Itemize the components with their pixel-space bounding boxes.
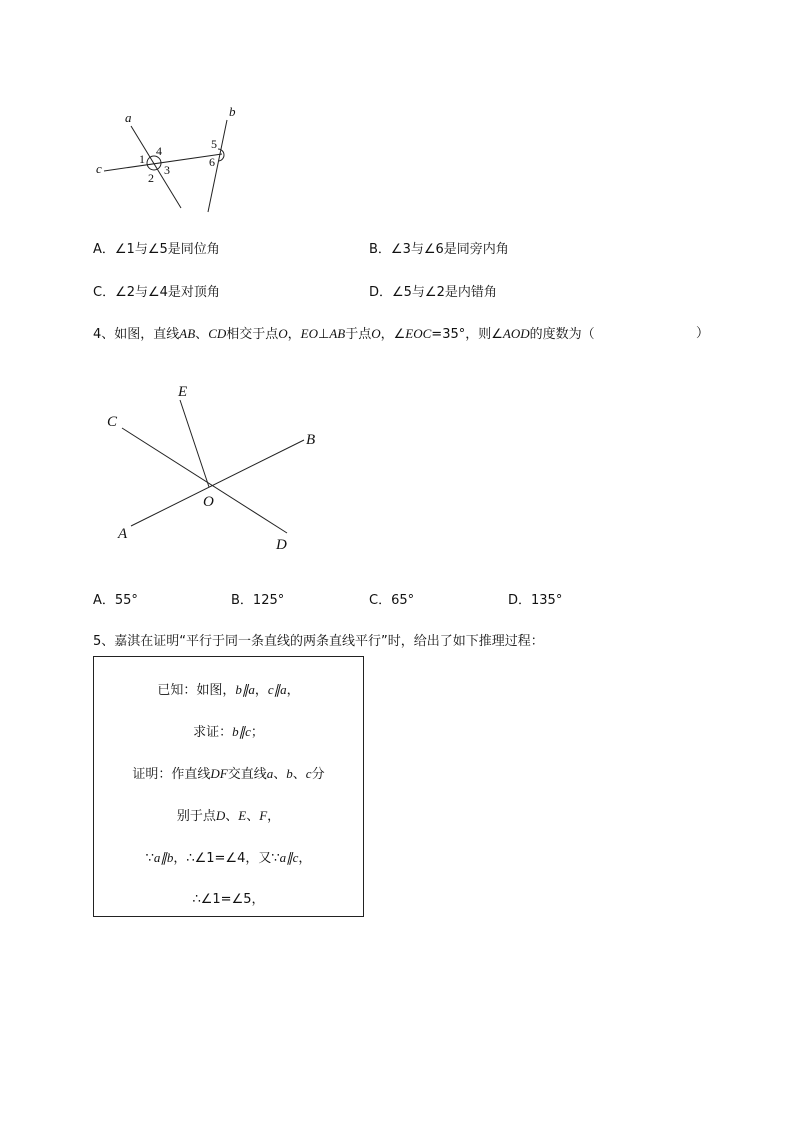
proof-text: 、	[273, 767, 287, 782]
label-a: A	[118, 526, 128, 542]
q4-option-b: B．125°	[231, 593, 285, 608]
proof-text: ，	[267, 809, 281, 824]
line-a	[131, 126, 181, 208]
var-c: c	[267, 682, 274, 697]
proof-text: 证明：作直线	[132, 767, 211, 782]
q4-tail: 的度数为（	[529, 327, 595, 342]
proof-line-construct	[94, 766, 363, 783]
proof-text: ，	[254, 683, 268, 698]
proof-text: 求证：	[193, 725, 233, 740]
proof-text: ，	[298, 851, 312, 866]
var-a: a	[248, 682, 255, 697]
var-c: c	[292, 850, 299, 865]
label-1: 1	[139, 152, 145, 166]
proof-text: 已知：如图，	[157, 683, 236, 698]
q4-o2: O	[371, 326, 381, 341]
label-b: b	[229, 104, 236, 119]
proof-text: ；	[250, 725, 264, 740]
q4-option-d: D．135°	[508, 593, 563, 608]
var-d: D	[215, 808, 226, 823]
proof-text: ，∴∠1=∠4，又∵	[173, 851, 280, 866]
label-c: C	[107, 414, 118, 430]
q5-question: 5、嘉淇在证明“平行于同一条直线的两条直线平行”时，给出了如下推理过程：	[93, 634, 544, 649]
proof-text: 、	[292, 767, 306, 782]
figure-q4	[0, 370, 794, 560]
q4-mid2: 于点	[345, 327, 372, 342]
var-c: c	[245, 724, 251, 739]
q4-close-paren: ）	[696, 326, 710, 341]
q3-option-b: B．∠3与∠6是同旁内角	[369, 242, 509, 257]
proof-text: 分	[311, 767, 325, 782]
q4-option-c: C．65°	[369, 593, 415, 608]
q4-o1: O	[278, 326, 288, 341]
proof-text: 、	[246, 809, 260, 824]
label-e: E	[178, 384, 188, 400]
var-a: a	[153, 850, 161, 865]
proof-line-step1	[94, 850, 363, 867]
label-2: 2	[148, 171, 154, 185]
line-cd	[122, 428, 287, 533]
q4-comma1: ，	[287, 327, 301, 342]
var-a: a	[280, 682, 287, 697]
q4-question	[93, 326, 595, 343]
label-a: a	[125, 110, 132, 125]
label-3: 3	[164, 163, 170, 177]
var-b: b	[235, 682, 242, 697]
q4-eoc: EOC	[405, 326, 432, 341]
label-o: O	[203, 494, 214, 510]
q3-option-d: D．∠5与∠2是内错角	[369, 285, 497, 300]
q4-sep: 、	[195, 327, 209, 342]
proof-text: 、	[225, 809, 239, 824]
q4-ab2: AB	[329, 326, 346, 341]
proof-text: 别于点	[176, 809, 216, 824]
proof-line-step2: ∴∠1=∠5，	[192, 892, 265, 907]
q4-comma2: ，∠	[380, 327, 406, 342]
proof-text: ，	[286, 683, 300, 698]
line-c	[104, 154, 222, 171]
proof-text: ∵	[145, 851, 154, 866]
label-5: 5	[211, 137, 217, 151]
proof-line-points	[94, 808, 363, 825]
label-c: c	[96, 161, 102, 176]
q4-mid1: 相交于点	[226, 327, 279, 342]
proof-box	[93, 656, 364, 917]
q4-cd: CD	[208, 326, 227, 341]
parallel-symbol: ∥	[286, 850, 293, 865]
q4-option-a: A．55°	[93, 593, 138, 608]
label-b: B	[306, 432, 316, 448]
q4-aod: AOD	[502, 326, 530, 341]
label-6: 6	[209, 155, 215, 169]
var-df: DF	[210, 766, 228, 781]
q4-eq: =35°，则∠	[431, 327, 503, 342]
q4-perp: ⊥	[318, 327, 330, 342]
var-e: E	[238, 808, 247, 823]
q4-ab: AB	[179, 326, 196, 341]
parallel-symbol: ∥	[238, 724, 246, 739]
q4-eo: EO	[300, 326, 319, 341]
line-ab	[131, 440, 304, 526]
var-c: c	[305, 766, 312, 781]
parallel-symbol: ∥	[273, 682, 281, 697]
proof-text: 交直线	[227, 767, 267, 782]
proof-line-given	[94, 682, 363, 699]
proof-line-prove	[94, 724, 363, 741]
figure-q3	[0, 0, 794, 240]
var-a: a	[266, 766, 274, 781]
q3-option-a: A．∠1与∠5是同位角	[93, 242, 220, 257]
label-4: 4	[156, 144, 162, 158]
var-b: b	[286, 766, 293, 781]
var-b: b	[232, 724, 239, 739]
label-d: D	[276, 537, 287, 553]
var-b: b	[166, 850, 174, 865]
var-f: F	[259, 808, 268, 823]
var-a: a	[279, 850, 287, 865]
parallel-symbol: ∥	[241, 682, 249, 697]
q4-prefix: 4、如图，直线	[93, 327, 180, 342]
parallel-symbol: ∥	[160, 850, 167, 865]
q3-option-c: C．∠2与∠4是对顶角	[93, 285, 220, 300]
